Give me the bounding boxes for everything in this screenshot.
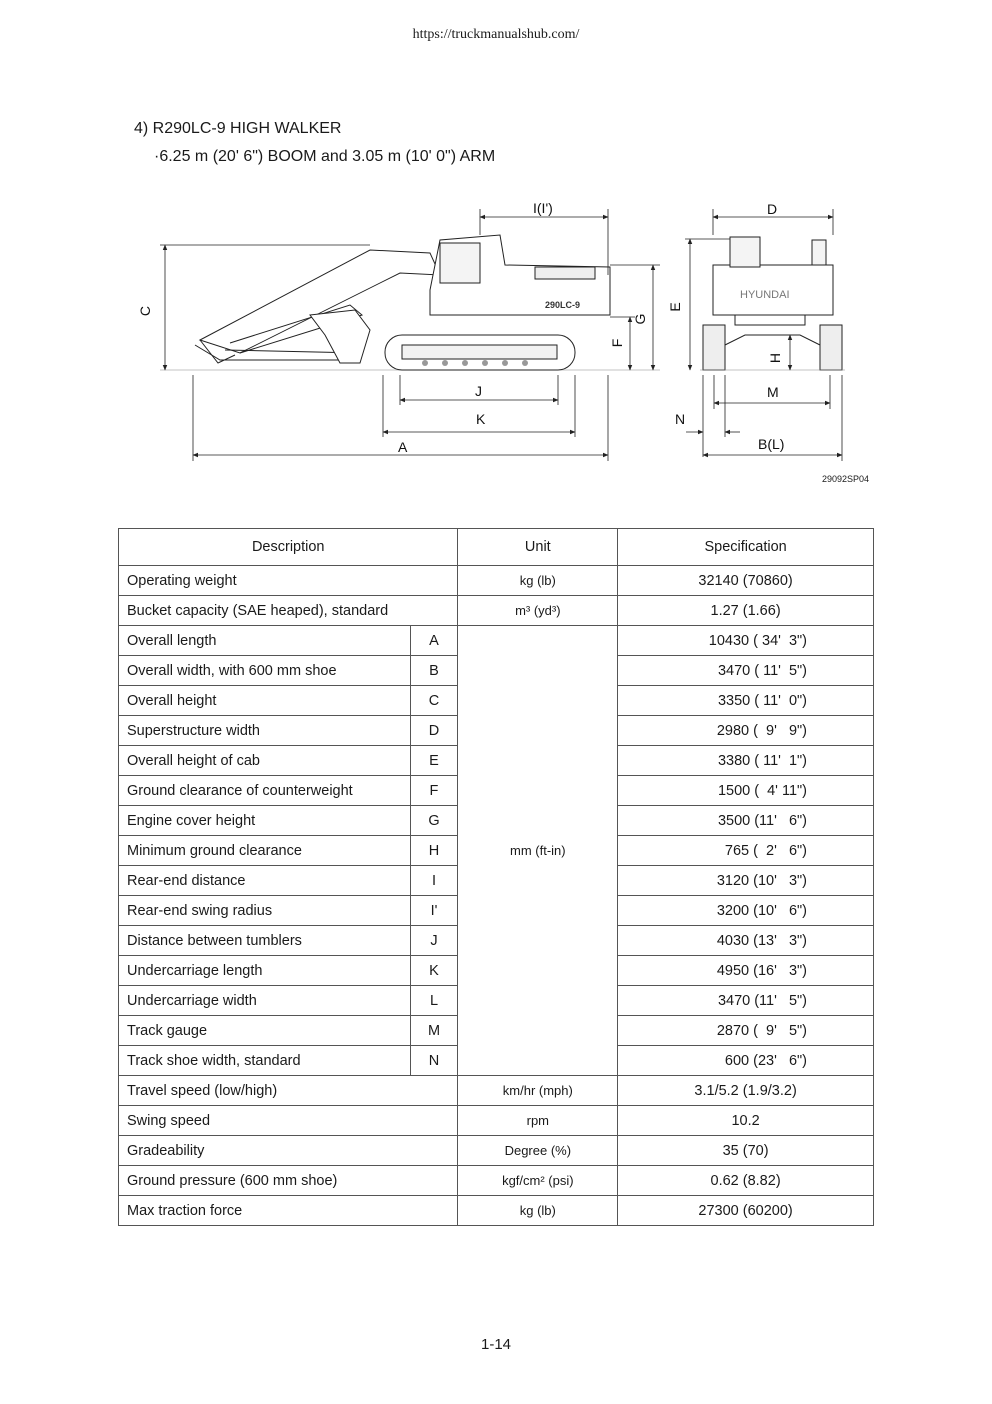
header-unit: Unit xyxy=(458,529,618,566)
row-letter: C xyxy=(410,686,458,716)
section-subtitle: ·6.25 m (20' 6") BOOM and 3.05 m (10' 0") ARM xyxy=(154,148,496,165)
dim-label-bl: B(L) xyxy=(758,436,785,452)
table-header-row xyxy=(119,529,874,566)
row-spec: 3470 (11' 5") xyxy=(618,986,874,1016)
row-spec: 27300 (60200) xyxy=(618,1196,874,1226)
row-spec: 35 (70) xyxy=(618,1136,874,1166)
dim-label-n: N xyxy=(675,411,686,427)
row-description: Distance between tumblers xyxy=(119,926,411,956)
page-number: 1-14 xyxy=(480,1336,512,1353)
row-spec: 600 (23' 6") xyxy=(618,1046,874,1076)
row-spec: 2980 ( 9' 9") xyxy=(618,716,874,746)
row-spec: 4950 (16' 3") xyxy=(618,956,874,986)
row-letter: M xyxy=(410,1016,458,1046)
row-unit: m³ (yd³) xyxy=(458,596,618,626)
merged-unit-cell: mm (ft-in) xyxy=(458,626,618,1076)
row-spec: 3200 (10' 6") xyxy=(618,896,874,926)
row-description: Engine cover height xyxy=(119,806,411,836)
row-spec: 3.1/5.2 (1.9/3.2) xyxy=(618,1076,874,1106)
row-spec: 32140 (70860) xyxy=(618,566,874,596)
row-spec: 3350 ( 11' 0") xyxy=(618,686,874,716)
row-spec: 3500 (11' 6") xyxy=(618,806,874,836)
row-letter: L xyxy=(410,986,458,1016)
row-spec: 2870 ( 9' 5") xyxy=(618,1016,874,1046)
row-spec: 3120 (10' 3") xyxy=(618,866,874,896)
row-letter: B xyxy=(410,656,458,686)
row-letter: F xyxy=(410,776,458,806)
row-description: Bucket capacity (SAE heaped), standard xyxy=(119,596,458,626)
row-letter: I xyxy=(410,866,458,896)
table-row xyxy=(119,1106,874,1136)
model-label: 290LC-9 xyxy=(545,300,581,310)
dim-label-c: C xyxy=(137,305,153,317)
row-unit: rpm xyxy=(458,1106,618,1136)
row-letter: H xyxy=(410,836,458,866)
row-spec: 10.2 xyxy=(618,1106,874,1136)
row-spec: 1.27 (1.66) xyxy=(618,596,874,626)
row-letter: J xyxy=(410,926,458,956)
row-spec: 3380 ( 11' 1") xyxy=(618,746,874,776)
row-letter: G xyxy=(410,806,458,836)
row-description: Undercarriage width xyxy=(119,986,411,1016)
row-unit: kgf/cm² (psi) xyxy=(458,1166,618,1196)
row-spec: 10430 ( 34' 3") xyxy=(618,626,874,656)
row-description: Swing speed xyxy=(119,1106,458,1136)
row-unit: kg (lb) xyxy=(458,566,618,596)
table-row xyxy=(119,596,874,626)
row-description: Travel speed (low/high) xyxy=(119,1076,458,1106)
excavator-dimension-diagram xyxy=(137,195,880,490)
row-spec: 1500 ( 4' 11") xyxy=(618,776,874,806)
source-url: https://truckmanualshub.com/ xyxy=(412,27,580,42)
row-description: Rear-end swing radius xyxy=(119,896,411,926)
dim-label-d: D xyxy=(767,201,778,217)
row-letter: K xyxy=(410,956,458,986)
dim-label-f: F xyxy=(609,338,625,348)
row-spec: 4030 (13' 3") xyxy=(618,926,874,956)
row-description: Rear-end distance xyxy=(119,866,411,896)
row-spec: 0.62 (8.82) xyxy=(618,1166,874,1196)
row-spec: 3470 ( 11' 5") xyxy=(618,656,874,686)
row-letter: E xyxy=(410,746,458,776)
row-unit: kg (lb) xyxy=(458,1196,618,1226)
figure-code: 29092SP04 xyxy=(822,474,870,484)
table-row xyxy=(119,1166,874,1196)
row-description: Track shoe width, standard xyxy=(119,1046,411,1076)
row-description: Ground pressure (600 mm shoe) xyxy=(119,1166,458,1196)
table-row xyxy=(119,566,874,596)
row-description: Overall height of cab xyxy=(119,746,411,776)
table-row xyxy=(119,1136,874,1166)
dim-label-a: A xyxy=(398,439,408,455)
header-specification: Specification xyxy=(618,529,874,566)
dim-label-h: H xyxy=(767,352,783,364)
header-description: Description xyxy=(119,529,458,566)
row-description: Track gauge xyxy=(119,1016,411,1046)
specification-table xyxy=(118,528,874,1226)
table-row xyxy=(119,1076,874,1106)
row-letter: D xyxy=(410,716,458,746)
row-description: Undercarriage length xyxy=(119,956,411,986)
dim-label-m: M xyxy=(767,384,779,400)
dim-label-i: I(I') xyxy=(533,200,553,216)
dim-label-g: G xyxy=(632,313,648,325)
table-row xyxy=(119,626,874,656)
row-unit: km/hr (mph) xyxy=(458,1076,618,1106)
row-description: Operating weight xyxy=(119,566,458,596)
row-description: Ground clearance of counterweight xyxy=(119,776,411,806)
row-description: Minimum ground clearance xyxy=(119,836,411,866)
row-description: Overall height xyxy=(119,686,411,716)
row-unit: Degree (%) xyxy=(458,1136,618,1166)
table-row xyxy=(119,1196,874,1226)
row-description: Max traction force xyxy=(119,1196,458,1226)
row-description: Superstructure width xyxy=(119,716,411,746)
dim-label-j: J xyxy=(475,383,482,399)
row-description: Overall width, with 600 mm shoe xyxy=(119,656,411,686)
row-letter: I' xyxy=(410,896,458,926)
row-description: Gradeability xyxy=(119,1136,458,1166)
row-letter: N xyxy=(410,1046,458,1076)
row-letter: A xyxy=(410,626,458,656)
row-spec: 765 ( 2' 6") xyxy=(618,836,874,866)
row-description: Overall length xyxy=(119,626,411,656)
section-title: 4) R290LC-9 HIGH WALKER xyxy=(134,120,342,137)
dim-label-k: K xyxy=(476,411,486,427)
dim-label-e: E xyxy=(667,302,683,312)
brand-label: HYUNDAI xyxy=(740,289,790,301)
